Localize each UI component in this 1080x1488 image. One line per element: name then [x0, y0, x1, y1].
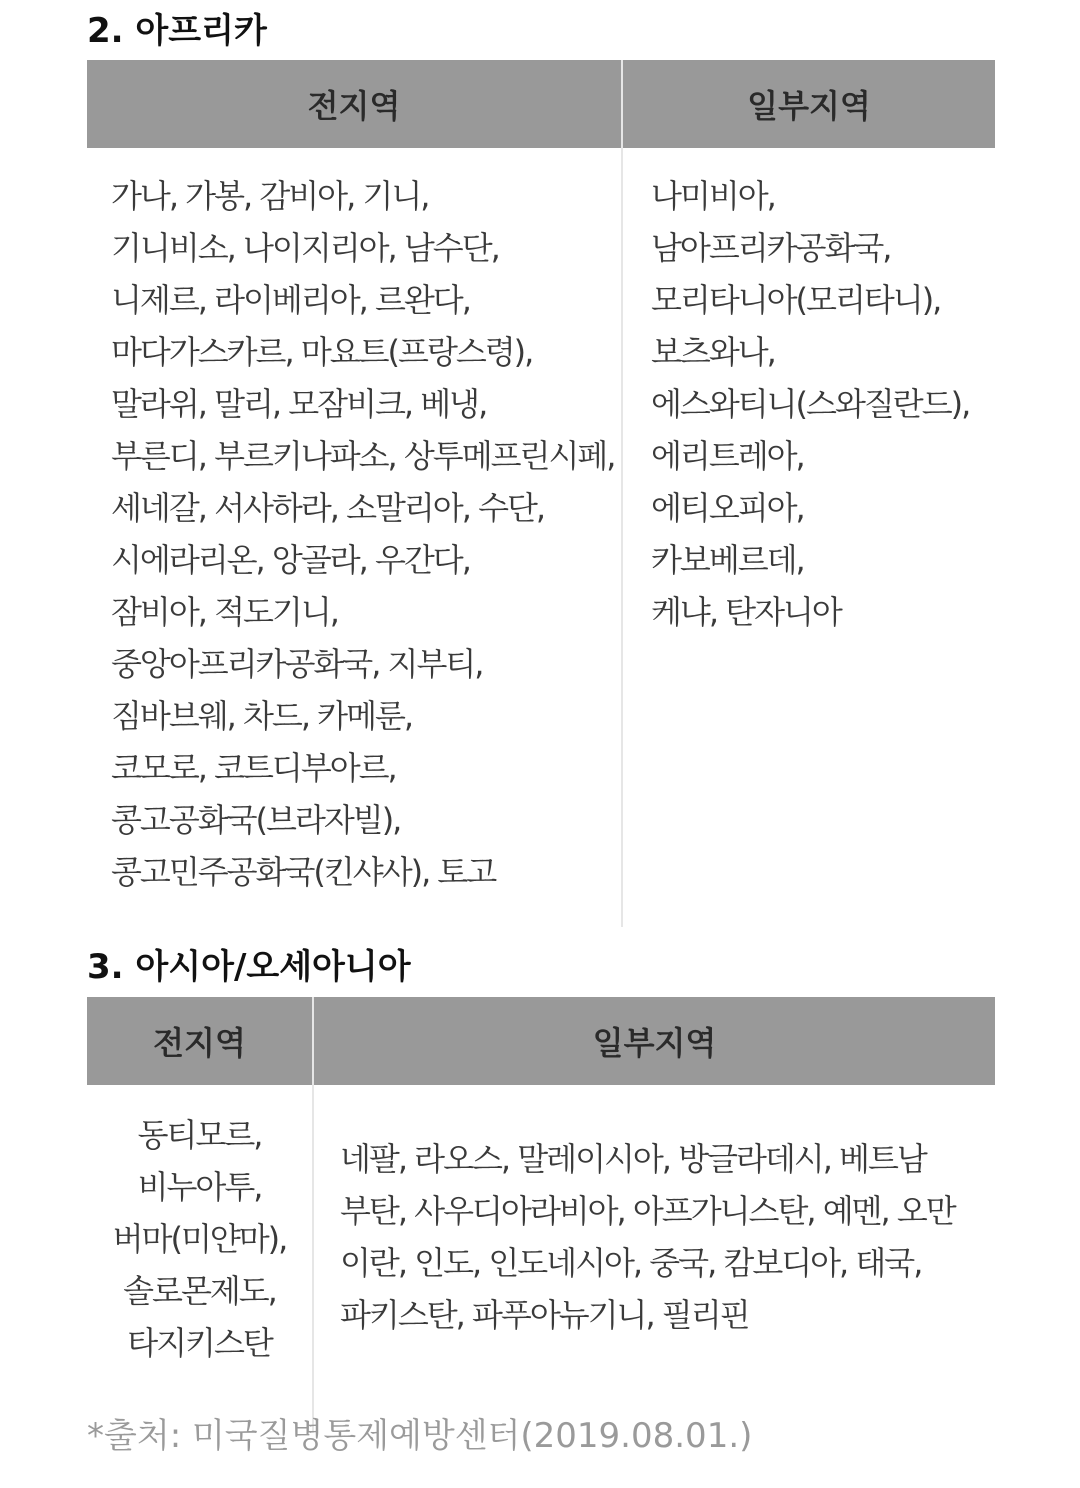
country-line: 에리트레아, [651, 437, 804, 475]
country-line: 타지키스탄 [127, 1324, 272, 1362]
africa-table [87, 60, 995, 927]
country-line: 시에라리온, 앙골라, 우간다, [111, 541, 470, 579]
asia-header-row [87, 997, 995, 1085]
country-line: 버마(미얀마), [112, 1220, 287, 1258]
country-line: 기니비소, 나이지리아, 남수단, [111, 229, 499, 267]
country-line: 콩고민주공화국(킨샤사), 토고 [111, 853, 496, 891]
africa-full-countries [87, 148, 622, 927]
country-line: 세네갈, 서사하라, 소말리아, 수단, [111, 489, 545, 527]
country-line: 솔로몬제도, [123, 1272, 276, 1310]
country-line: 이란, 인도, 인도네시아, 중국, 캄보디아, 태국, [340, 1244, 922, 1282]
asia-section-title: 3. 아시아/오세아니아 [87, 947, 411, 987]
country-line: 동티모르, [137, 1116, 262, 1154]
country-line: 니제르, 라이베리아, 르완다, [111, 281, 470, 319]
country-line: 남아프리카공화국, [651, 229, 891, 267]
country-line: 가나, 가봉, 감비아, 기니, [111, 177, 429, 215]
country-line: 중앙아프리카공화국, 지부티, [111, 645, 483, 683]
country-line: 에티오피아, [651, 489, 804, 527]
country-line: 부탄, 사우디아라비아, 아프가니스탄, 예멘, 오만 [340, 1192, 955, 1230]
africa-body-row [87, 148, 995, 927]
country-line: 보츠와나, [651, 333, 775, 371]
country-line: 에스와티니(스와질란드), [651, 385, 970, 423]
africa-header-partial: 일부지역 [622, 60, 995, 148]
africa-header-row [87, 60, 995, 148]
country-line: 마다가스카르, 마요트(프랑스령), [111, 333, 533, 371]
country-line: 부른디, 부르키나파소, 상투메프린시페, [111, 437, 615, 475]
africa-partial-countries [622, 148, 995, 927]
country-line: 나미비아, [651, 177, 775, 215]
country-line: 코모로, 코트디부아르, [111, 749, 396, 787]
africa-section-title: 2. 아프리카 [87, 11, 267, 51]
country-line: 짐바브웨, 차드, 카메룬, [111, 697, 413, 735]
asia-full-countries [87, 1085, 313, 1433]
country-line: 모리타니아(모리타니), [651, 281, 941, 319]
country-line: 케냐, 탄자니아 [651, 593, 841, 631]
country-line: 콩고공화국(브라자빌), [111, 801, 401, 839]
country-line: 카보베르데, [651, 541, 804, 579]
source-note: *출처: 미국질병통제예방센터(2019.08.01.) [87, 1416, 753, 1456]
africa-header-full: 전지역 [87, 60, 622, 148]
country-line: 비누아투, [137, 1168, 262, 1206]
country-line: 잠비아, 적도기니, [111, 593, 338, 631]
asia-partial-countries [313, 1085, 995, 1433]
asia-body-row [87, 1085, 995, 1433]
asia-header-full: 전지역 [87, 997, 313, 1085]
asia-table [87, 997, 995, 1433]
country-line: 네팔, 라오스, 말레이시아, 방글라데시, 베트남 [340, 1140, 926, 1178]
country-line: 파키스탄, 파푸아뉴기니, 필리핀 [340, 1296, 749, 1334]
country-line: 말라위, 말리, 모잠비크, 베냉, [111, 385, 487, 423]
asia-header-partial: 일부지역 [313, 997, 995, 1085]
